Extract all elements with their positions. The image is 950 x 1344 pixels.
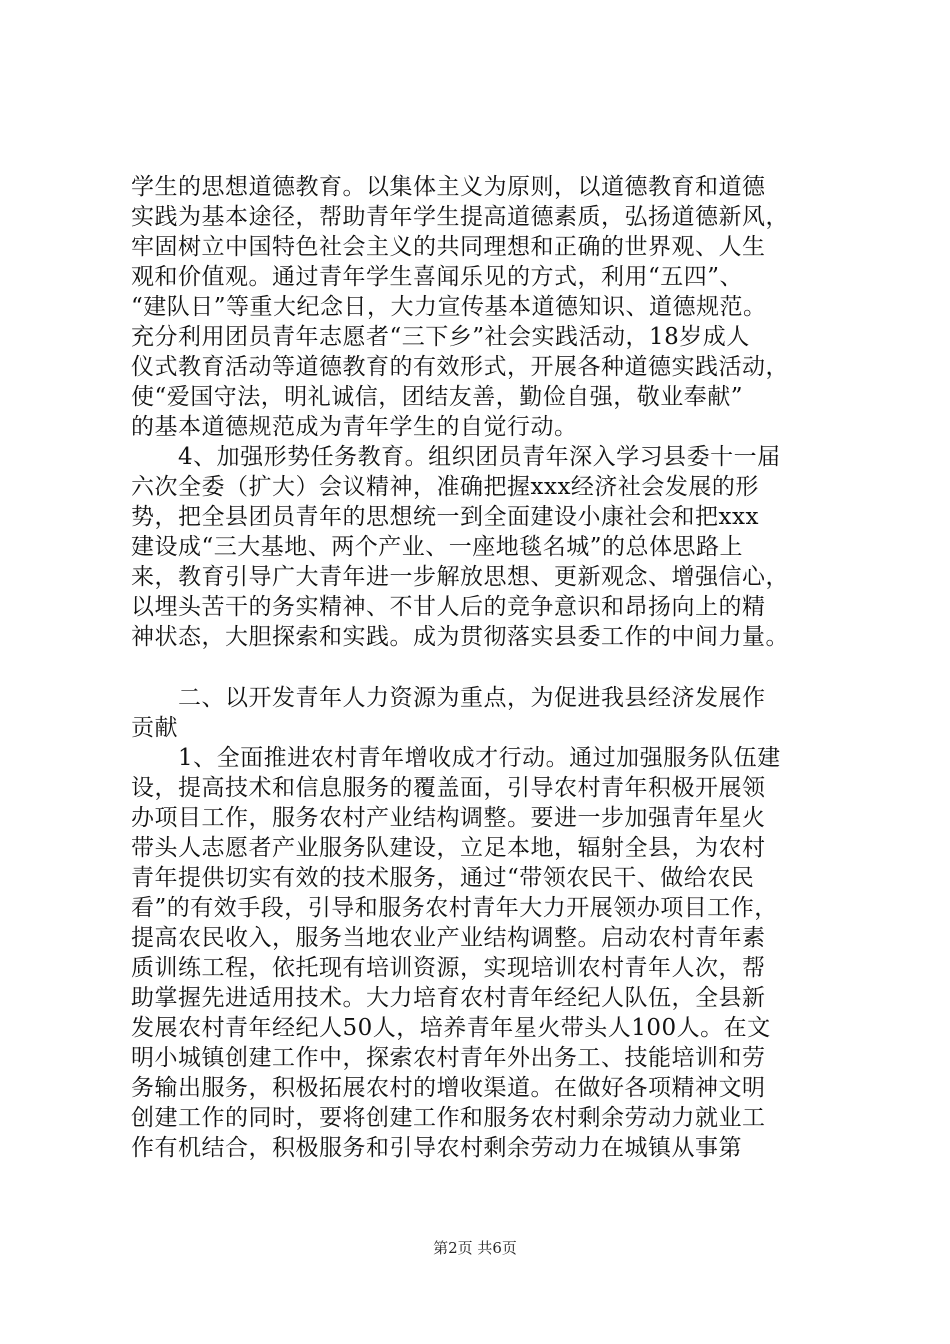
text-line: 提高农民收入，服务当地农业产业结构调整。启动农村青年素: [131, 925, 766, 951]
text-line: 神状态，大胆探索和实践。成为贯彻落实县委工作的中间力量。: [131, 624, 789, 650]
text-line: 看”的有效手段，引导和服务农村青年大力开展领办项目工作，: [131, 895, 778, 921]
paragraph-start-line: 4、加强形势任务教育。组织团员青年深入学习县委十一届: [131, 444, 781, 470]
text-line: 作有机结合，积极服务和引导农村剩余劳动力在城镇从事第: [131, 1135, 742, 1161]
text-line: 务输出服务，积极拓展农村的增收渠道。在做好各项精神文明: [131, 1075, 766, 1101]
text-line: 以埋头苦干的务实精神、不甘人后的竞争意识和昂扬向上的精: [131, 594, 766, 620]
text-line: 学生的思想道德教育。以集体主义为原则，以道德教育和道德: [131, 174, 766, 200]
text-line: 使“爱国守法，明礼诚信，团结友善，勤俭自强，敬业奉献”: [131, 384, 744, 410]
text-line: 质训练工程，依托现有培训资源，实现培训农村青年人次，帮: [131, 955, 766, 981]
text-line: 六次全委（扩大）会议精神，准确把握xxx经济社会发展的形: [131, 474, 759, 500]
text-line: 创建工作的同时，要将创建工作和服务农村剩余劳动力就业工: [131, 1105, 766, 1131]
section-heading-line: 二、以开发青年人力资源为重点，为促进我县经济发展作: [131, 685, 766, 711]
text-line: 带头人志愿者产业服务队建设，立足本地，辐射全县，为农村: [131, 835, 766, 861]
text-line: 仪式教育活动等道德教育的有效形式，开展各种道德实践活动，: [131, 354, 789, 380]
text-line: 充分利用团员青年志愿者“三下乡”社会实践活动，18岁成人: [131, 324, 750, 350]
paragraph-start-line: 1、全面推进农村青年增收成才行动。通过加强服务队伍建: [131, 745, 781, 771]
text-line: 办项目工作，服务农村产业结构调整。要进一步加强青年星火: [131, 805, 766, 831]
text-line: 助掌握先进适用技术。大力培育农村青年经纪人队伍，全县新: [131, 985, 766, 1011]
body-text: [131, 172, 851, 1163]
text-line: 实践为基本途径，帮助青年学生提高道德素质，弘扬道德新风，: [131, 204, 789, 230]
text-line: 设，提高技术和信息服务的覆盖面，引导农村青年积极开展领: [131, 775, 766, 801]
text-line: 观和价值观。通过青年学生喜闻乐见的方式，利用“五四”、: [131, 264, 744, 290]
text-line: 势，把全县团员青年的思想统一到全面建设小康社会和把xxx: [131, 504, 759, 530]
page-number-footer: 第2页 共6页: [433, 1239, 517, 1257]
text-line: 建设成“三大基地、两个产业、一座地毯名城”的总体思路上: [131, 534, 744, 560]
text-line: 明小城镇创建工作中，探索农村青年外出务工、技能培训和劳: [131, 1045, 766, 1071]
text-line: 来，教育引导广大青年进一步解放思想、更新观念、增强信心，: [131, 564, 789, 590]
text-line: 牢固树立中国特色社会主义的共同理想和正确的世界观、人生: [131, 234, 766, 260]
text-line: 青年提供切实有效的技术服务，通过“带领农民干、做给农民: [131, 865, 755, 891]
text-line: “建队日”等重大纪念日，大力宣传基本道德知识、道德规范。: [131, 294, 767, 320]
blank-line: [131, 652, 851, 683]
section-heading-line: 贡献: [131, 715, 178, 741]
text-line: 的基本道德规范成为青年学生的自觉行动。: [131, 414, 578, 440]
text-line: 发展农村青年经纪人50人，培养青年星火带头人100人。在文: [131, 1015, 771, 1041]
